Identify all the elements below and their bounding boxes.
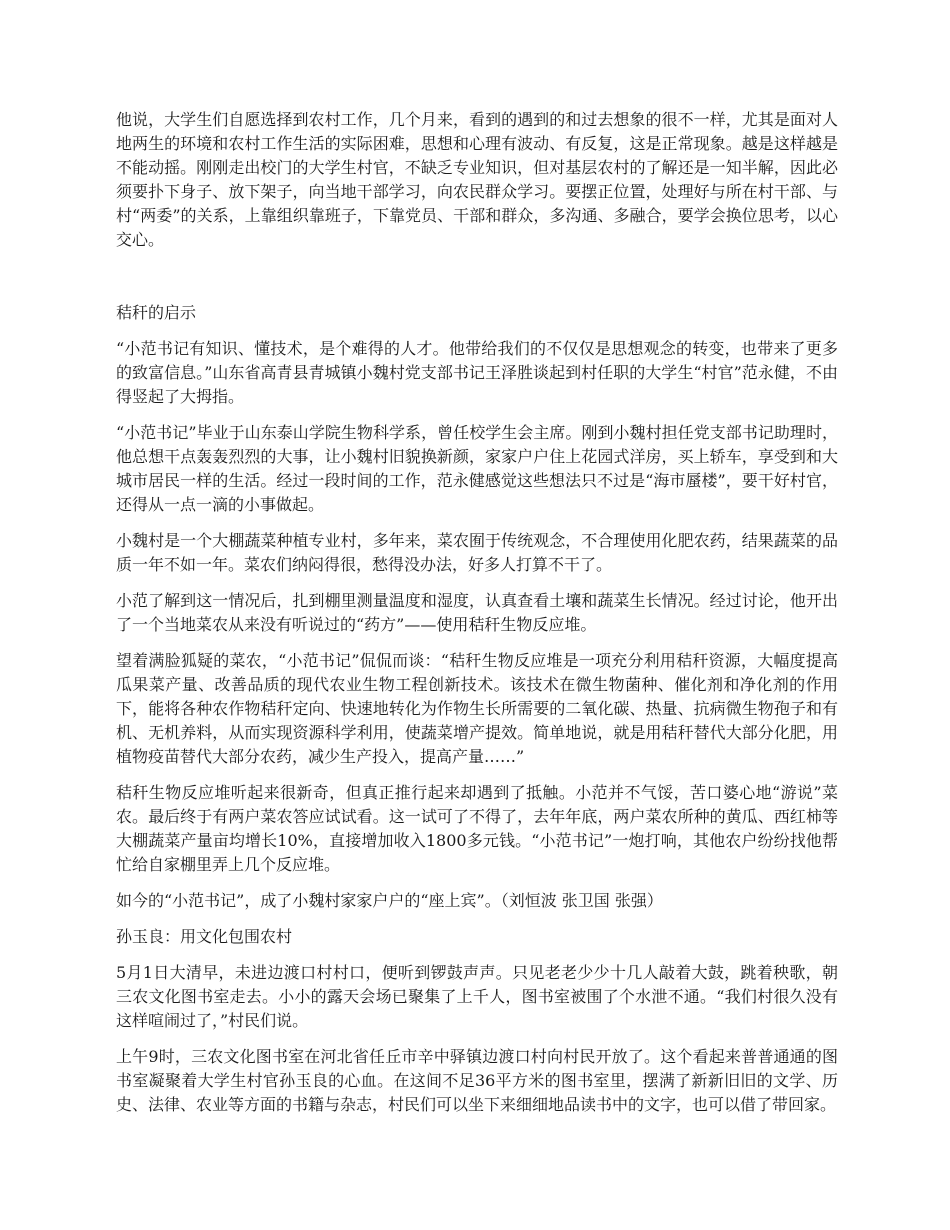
paragraph: 5月1日大清早，未进边渡口村村口，便听到锣鼓声声。只见老老少少十几人敲着大鼓，跳着秧歌，朝三农文化图书室走去。小小的露天会场已聚集了上千人，图书室被围了个水泄不通。“我们村很久没有这样喧闹过了，”村民们说。 bbox=[116, 963, 838, 1030]
document-page bbox=[116, 108, 838, 1117]
section-heading-straw: 秸秆的启示 bbox=[116, 303, 197, 322]
paragraph-byline: 如今的“小范书记”，成了小魏村家家户户的“座上宾”。（刘恒波 张卫国 张强） bbox=[116, 891, 663, 910]
section-heading-culture: 孙玉良：用文化包围农村 bbox=[116, 927, 293, 946]
paragraph-intro: 他说，大学生们自愿选择到农村工作，几个月来，看到的遇到的和过去想象的很不一样，尤其是面对人地两生的环境和农村工作生活的实际困难，思想和心理有波动、有反复，这是正常现象。越是这样越是不能动摇。刚刚走出校门的大学生村官，不缺乏专业知识，但对基层农村的了解还是一知半解，因此必须要扑下身子、放下架子，向当地干部学习，向农民群众学习。要摆正位置，处理好与所在村干部、与村“两委”的关系，上靠组织靠班子，下靠党员、干部和群众，多沟通、多融合，要学会换位思考，以心交心。 bbox=[116, 110, 838, 249]
paragraph: “小范书记”毕业于山东泰山学院生物科学系，曾任校学生会主席。刚到小魏村担任党支部书记助理时，他总想干点轰轰烈烈的大事，让小魏村旧貌换新颜，家家户户住上花园式洋房，买上轿车，享受到和大城市居民一样的生活。经过一段时间的工作，范永健感觉这些想法只不过是“海市蜃楼”，要干好村官，还得从一点一滴的小事做起。 bbox=[116, 423, 838, 514]
paragraph: 秸秆生物反应堆听起来很新奇，但真正推行起来却遇到了抵触。小范并不气馁，苦口婆心地“游说”菜农。最后终于有两户菜农答应试试看。这一试可了不得了，去年年底，两户菜农所种的黄瓜、西红柿等大棚蔬菜产量亩均增长10%，直接增加收入1800多元钱。“小范书记”一炮打响，其他农户纷纷找他帮忙给自家棚里弄上几个反应堆。 bbox=[116, 783, 838, 874]
paragraph: 望着满脸狐疑的菜农，“小范书记”侃侃而谈：“秸秆生物反应堆是一项充分利用秸秆资源，大幅度提高瓜果菜产量、改善品质的现代农业生物工程创新技术。该技术在微生物菌种、催化剂和净化剂的作用下，能将各种农作物秸秆定向、快速地转化为作物生长所需要的二氧化碳、热量、抗病微生物孢子和有机、无机养料，从而实现资源科学利用，使蔬菜增产提效。简单地说，就是用秸秆替代大部分化肥，用植物疫苗替代大部分农药，减少生产投入，提高产量……” bbox=[116, 651, 838, 766]
paragraph: 小范了解到这一情况后，扎到棚里测量温度和湿度，认真查看土壤和蔬菜生长情况。经过讨论，他开出了一个当地菜农从来没有听说过的“药方”——使用秸秆生物反应堆。 bbox=[116, 591, 838, 634]
paragraph: “小范书记有知识、懂技术，是个难得的人才。他带给我们的不仅仅是思想观念的转变，也带来了更多的致富信息。”山东省高青县青城镇小魏村党支部书记王泽胜谈起到村任职的大学生“村官”范永健，不由得竖起了大拇指。 bbox=[116, 339, 838, 406]
paragraph: 小魏村是一个大棚蔬菜种植专业村，多年来，菜农囿于传统观念，不合理使用化肥农药，结果蔬菜的品质一年不如一年。菜农们纳闷得很，愁得没办法，好多人打算不干了。 bbox=[116, 531, 838, 574]
paragraph: 上午9时，三农文化图书室在河北省任丘市辛中驿镇边渡口村向村民开放了。这个看起来普普通通的图书室凝聚着大学生村官孙玉良的心血。在这间不足36平方米的图书室里，摆满了新新旧旧的文学、历史、法律、农业等方面的书籍与杂志，村民们可以坐下来细细地品读书中的文字，也可以借了带回家。 bbox=[116, 1047, 838, 1114]
